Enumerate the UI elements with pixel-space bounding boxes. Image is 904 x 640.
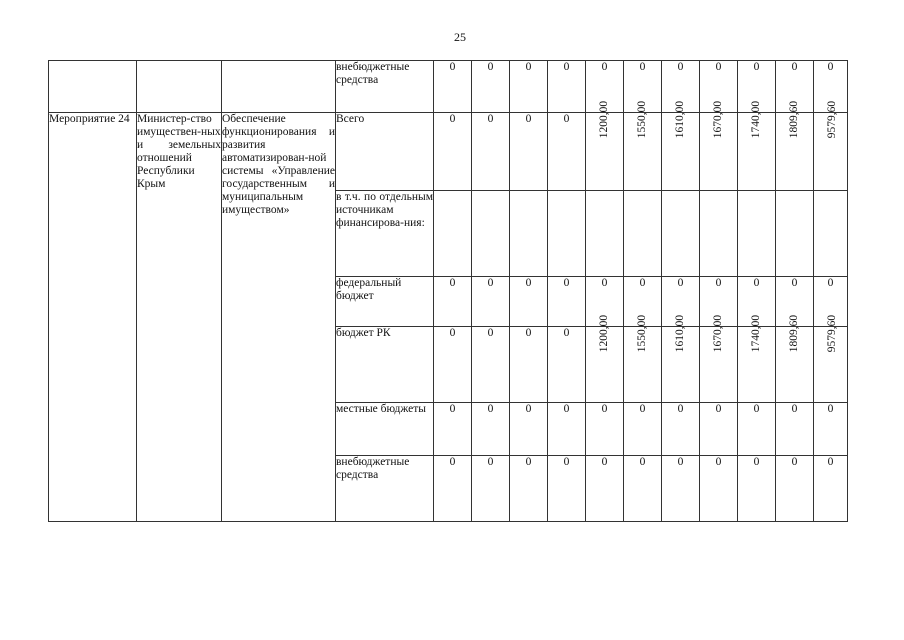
value-cell: 0 [510, 403, 548, 456]
budget-table [48, 60, 848, 522]
value-cell: 1809,60 [776, 327, 814, 403]
funding-source-cell: местные бюджеты [336, 403, 434, 456]
funding-source-cell: Всего [336, 113, 434, 191]
value-cell: 0 [624, 456, 662, 522]
empty-cell [137, 61, 222, 113]
value-cell: 0 [586, 61, 624, 113]
value-cell [434, 191, 472, 277]
value-cell: 0 [510, 277, 548, 327]
value-cell: 0 [624, 61, 662, 113]
value-cell: 0 [548, 277, 586, 327]
funding-source-cell: федеральный бюджет [336, 277, 434, 327]
value-cell [624, 191, 662, 277]
value-cell: 0 [472, 61, 510, 113]
value-cell: 0 [472, 277, 510, 327]
value-cell: 1200,00 [586, 113, 624, 191]
value-cell: 1809,60 [776, 113, 814, 191]
value-cell: 0 [586, 456, 624, 522]
value-cell: 0 [738, 456, 776, 522]
value-cell: 0 [662, 456, 700, 522]
measure-name-cell: Мероприятие 24 [49, 113, 137, 522]
value-cell: 0 [624, 277, 662, 327]
value-cell: 1670,00 [700, 113, 738, 191]
value-cell: 0 [434, 327, 472, 403]
value-cell: 0 [738, 403, 776, 456]
value-cell: 0 [662, 403, 700, 456]
value-cell: 1670,00 [700, 327, 738, 403]
value-cell: 1740,00 [738, 327, 776, 403]
value-cell [510, 191, 548, 277]
value-cell: 1550,00 [624, 327, 662, 403]
value-cell: 0 [776, 277, 814, 327]
value-cell: 0 [624, 403, 662, 456]
value-cell: 0 [548, 456, 586, 522]
value-cell: 0 [586, 403, 624, 456]
value-cell: 1200,00 [586, 327, 624, 403]
value-cell: 0 [548, 113, 586, 191]
funding-source-cell: в т.ч. по отдельным источникам финансирова-ния: [336, 191, 434, 277]
value-cell: 0 [776, 403, 814, 456]
value-cell [586, 191, 624, 277]
value-cell [662, 191, 700, 277]
value-cell: 0 [738, 61, 776, 113]
value-cell: 0 [700, 403, 738, 456]
value-cell: 0 [814, 403, 848, 456]
value-cell: 0 [434, 61, 472, 113]
value-cell: 0 [472, 403, 510, 456]
value-cell: 1550,00 [624, 113, 662, 191]
value-cell: 0 [586, 277, 624, 327]
value-cell: 0 [814, 61, 848, 113]
page-number: 25 [454, 30, 466, 44]
value-cell [814, 191, 848, 277]
value-cell: 1740,00 [738, 113, 776, 191]
value-cell: 0 [472, 327, 510, 403]
value-cell: 0 [548, 403, 586, 456]
empty-cell [222, 61, 336, 113]
executor-cell: Министер-ство имуществен-ных и земельных отношений Республики Крым [137, 113, 222, 522]
table-row [49, 61, 848, 113]
value-cell: 1610,00 [662, 327, 700, 403]
value-cell: 0 [776, 61, 814, 113]
value-cell: 0 [814, 277, 848, 327]
description-cell: Обеспечение функционирования и развития автоматизирован-ной системы «Управление государственным и муниципальным имуществом» [222, 113, 336, 522]
value-cell: 0 [510, 456, 548, 522]
funding-source-cell: бюджет РК [336, 327, 434, 403]
funding-source-cell: внебюджетные средства [336, 61, 434, 113]
value-cell: 0 [548, 61, 586, 113]
value-cell: 0 [700, 456, 738, 522]
value-cell [738, 191, 776, 277]
value-cell: 0 [510, 327, 548, 403]
value-cell: 0 [738, 277, 776, 327]
empty-cell [49, 61, 137, 113]
value-cell: 0 [510, 61, 548, 113]
value-cell: 9579,60 [814, 327, 848, 403]
value-cell: 0 [700, 277, 738, 327]
funding-source-cell: внебюджетные средства [336, 456, 434, 522]
value-cell [548, 191, 586, 277]
value-cell: 0 [700, 61, 738, 113]
value-cell: 1610,00 [662, 113, 700, 191]
value-cell [776, 191, 814, 277]
value-cell: 0 [472, 113, 510, 191]
value-cell: 0 [434, 277, 472, 327]
value-cell: 0 [434, 403, 472, 456]
value-cell: 9579,60 [814, 113, 848, 191]
value-cell: 0 [434, 456, 472, 522]
value-cell [700, 191, 738, 277]
table-body [49, 61, 848, 522]
value-cell: 0 [510, 113, 548, 191]
value-cell: 0 [472, 456, 510, 522]
value-cell: 0 [776, 456, 814, 522]
value-cell: 0 [814, 456, 848, 522]
table-row [49, 113, 848, 191]
value-cell: 0 [548, 327, 586, 403]
value-cell: 0 [434, 113, 472, 191]
value-cell: 0 [662, 61, 700, 113]
value-cell [472, 191, 510, 277]
value-cell: 0 [662, 277, 700, 327]
